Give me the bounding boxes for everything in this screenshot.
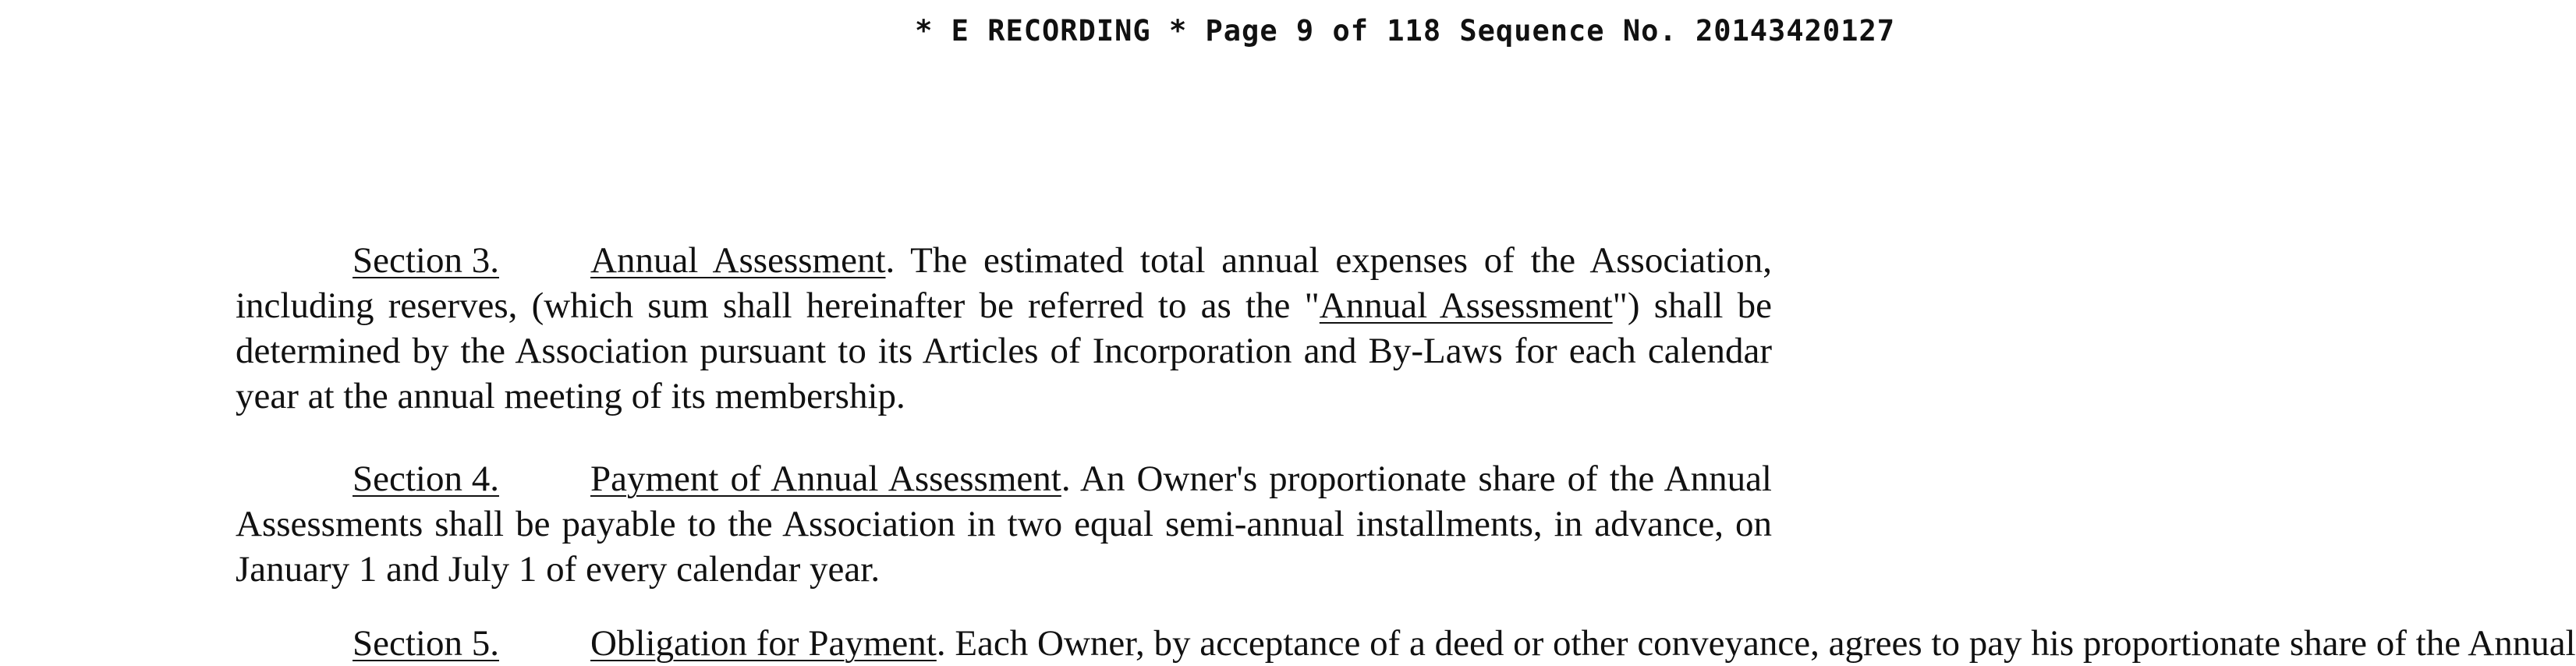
section-3-defined-term: Annual Assessment [1319, 285, 1613, 326]
section-3-text-before: . The estimated total annual expenses of the Association, including reserves, (which sum shall hereinafter be referred to as the " [236, 240, 1772, 326]
section-3-number: Section 3. [353, 240, 499, 281]
section-5-title: Obligation for Payment [590, 623, 937, 664]
section-5-text: . Each Owner, by acceptance of a deed or other conveyance, agrees to pay his proportionate share of the Annual [936, 623, 2576, 664]
section-3-title: Annual Assessment [590, 240, 886, 281]
document-body [236, 238, 1772, 592]
section-5-number: Section 5. [353, 623, 499, 664]
section-5-cutoff [236, 621, 2576, 664]
section-3-text-after: ") shall be determined by the Association pursuant to its Articles of Incorporation and By-Laws for each calendar year at the annual meeting of its membership. [236, 285, 1773, 416]
recording-header: * E RECORDING * Page 9 of 118 Sequence No. 20143420127 [915, 14, 1895, 48]
section-4-text: . An Owner's proportionate share of the Annual Assessments shall be payable to the Association in two equal semi-annual installments, in advance, on January 1 and July 1 of every calendar year. [236, 459, 1772, 590]
section-5-paragraph [236, 621, 2576, 666]
section-3-paragraph [236, 238, 1772, 419]
section-4-number: Section 4. [353, 459, 499, 499]
section-4-paragraph [236, 456, 1772, 592]
section-4-title: Payment of Annual Assessment [590, 459, 1061, 499]
